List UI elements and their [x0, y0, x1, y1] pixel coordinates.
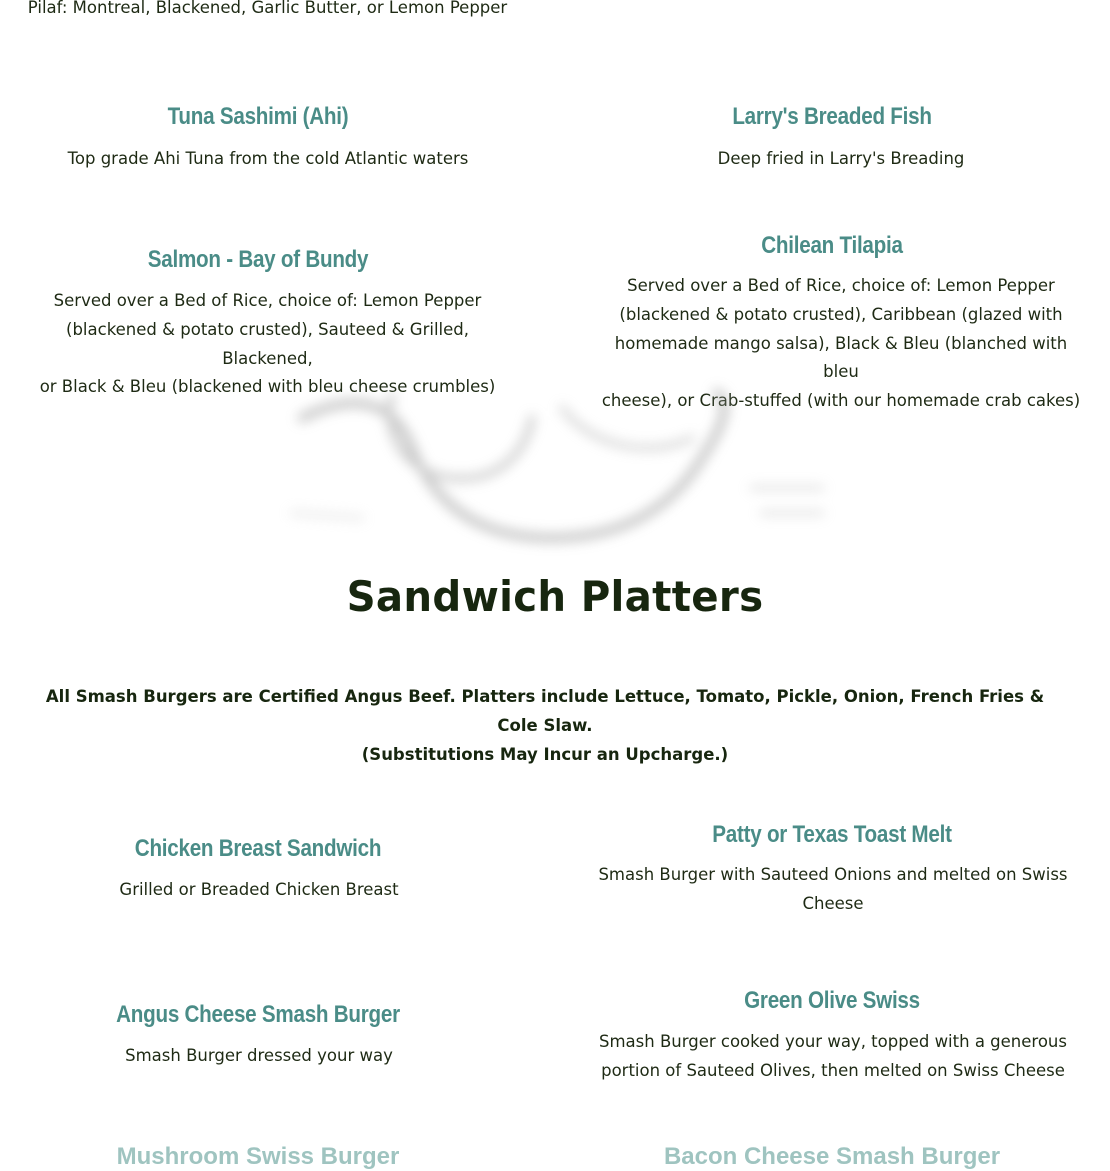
- description-line: (blackened & potato crusted), Sauteed & Grilled, Blackened,: [66, 319, 469, 368]
- menu-item-title: Angus Cheese Smash Burger: [116, 1001, 400, 1028]
- description-line: Cheese: [802, 893, 864, 913]
- partial-title-text: Mushroom Swiss Burger: [116, 1143, 400, 1170]
- description-line: Served over a Bed of Rice, choice of: Lemon Pepper: [53, 291, 482, 310]
- menu-item-description: Smash Burger dressed your way: [125, 1046, 393, 1065]
- menu-item-description: [596, 1028, 1070, 1086]
- description-line: cheese), or Crab-stuffed (with our homemade crab cakes): [601, 391, 1081, 411]
- section-note-line: (Substitutions May Incur an Upcharge.): [361, 745, 729, 764]
- menu-item-description: Top grade Ahi Tuna from the cold Atlantic waters: [67, 149, 469, 168]
- description-line: (blackened & potato crusted), Caribbean (glazed with: [619, 304, 1063, 324]
- description-line: homemade mango salsa), Black & Bleu (blanched with bleu: [614, 333, 1068, 382]
- menu-item-description: Grilled or Breaded Chicken Breast: [119, 880, 399, 899]
- description-line: Served over a Bed of Rice, choice of: Lemon Pepper: [627, 276, 1055, 295]
- menu-item-title: Salmon - Bay of Bundy: [147, 246, 369, 273]
- menu-item-title: Chicken Breast Sandwich: [134, 835, 382, 862]
- menu-item-title: Larry's Breaded Fish: [732, 103, 932, 130]
- section-note: [30, 682, 1060, 769]
- menu-item-title-partial: [28, 1143, 488, 1170]
- section-note-line: All Smash Burgers are Certified Angus Beef. Platters include Lettuce, Tomato, Pickle, Onion, French Fries & Cole Slaw.: [45, 687, 1045, 735]
- description-line: or Black & Bleu (blackened with bleu cheese crumbles): [39, 377, 496, 397]
- menu-item-description: [596, 861, 1070, 919]
- partial-title-text: Bacon Cheese Smash Burger: [663, 1143, 1001, 1170]
- description-line: portion of Sauteed Olives, then melted on Swiss Cheese: [601, 1060, 1065, 1080]
- menu-item-title: Patty or Texas Toast Melt: [712, 821, 952, 848]
- menu-item-title: Tuna Sashimi (Ahi): [167, 103, 349, 130]
- section-heading: Sandwich Platters: [346, 572, 764, 621]
- menu-item-description: [20, 287, 515, 402]
- wave-decoration-icon: [262, 388, 828, 556]
- description-line: Smash Burger cooked your way, topped with a generous: [599, 1032, 1067, 1051]
- menu-item-desc-partial-right: [600, 0, 1080, 7]
- description-line: Smash Burger with Sauteed Onions and melted on Swiss: [598, 865, 1068, 884]
- menu-item-desc-partial-left: Pilaf: Montreal, Blackened, Garlic Butter, or Lemon Pepper: [27, 0, 508, 17]
- menu-item-title-partial: [602, 1143, 1062, 1170]
- menu-item-title: Chilean Tilapia: [761, 232, 903, 259]
- menu-item-title: Green Olive Swiss: [744, 987, 920, 1014]
- menu-item-description: Deep fried in Larry's Breading: [717, 149, 965, 168]
